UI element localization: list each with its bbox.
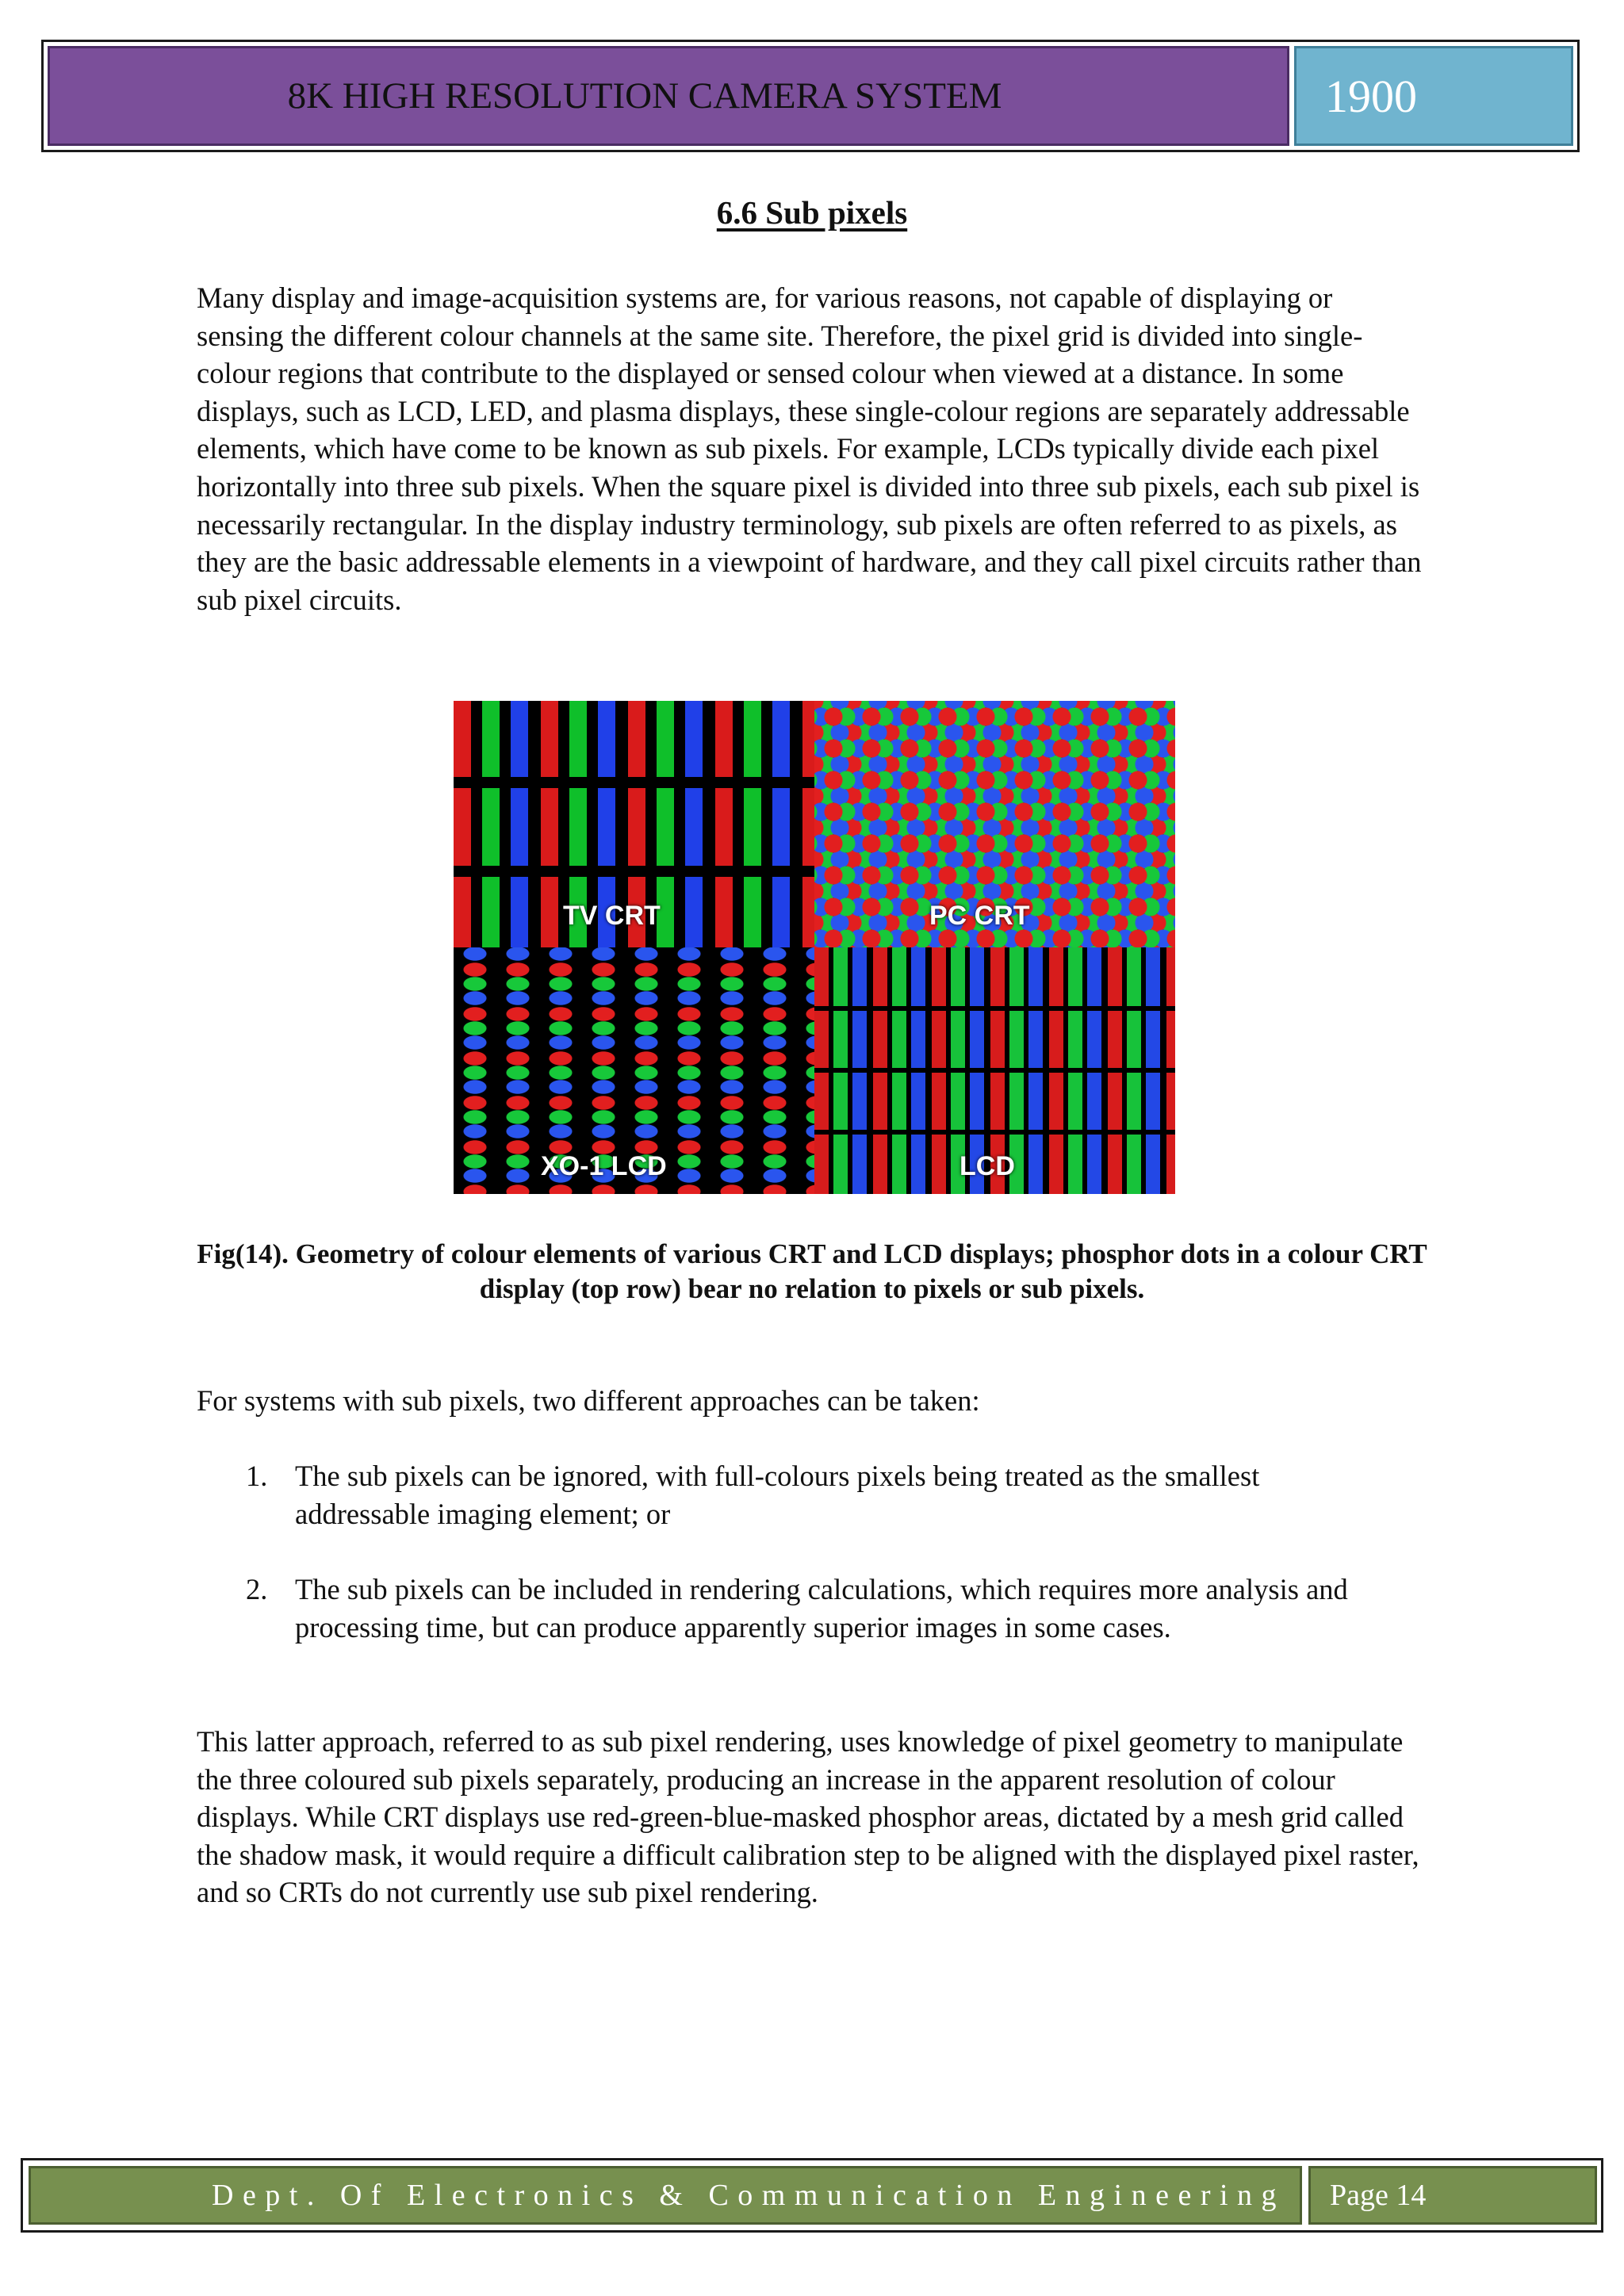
header-year-box xyxy=(1294,46,1573,146)
footer-bar xyxy=(29,2166,1302,2225)
list-number: 1. xyxy=(246,1460,268,1492)
closing-paragraph: This latter approach, referred to as sub pixel rendering, uses knowledge of pixel geometry to manipulate the three coloured sub pixels separately, producing an increase in the apparent resolution of colour displays. While CRT displays use red-green-blue-masked phosphor areas, dictated by a mesh grid called the shadow mask, it would require a difficult calibration step to be aligned with the displayed pixel raster, and so CRTs do not currently use sub pixel rendering. xyxy=(197,1725,1419,1909)
header-year: 1900 xyxy=(1325,70,1417,122)
footer-page-box xyxy=(1308,2166,1597,2225)
document-title: 8K HIGH RESOLUTION CAMERA SYSTEM xyxy=(287,75,1002,117)
approaches-intro: For systems with sub pixels, two different approaches can be taken: xyxy=(197,1384,980,1417)
label-pc-crt: PC CRT xyxy=(929,901,1030,931)
section-heading: 6.6 Sub pixels xyxy=(716,194,908,231)
department-name: Dept. Of Electronics & Communication Engineering xyxy=(212,2179,1286,2212)
subpixel-geometry-figure xyxy=(454,701,1175,1194)
list-number: 2. xyxy=(246,1573,268,1605)
figure-caption: Fig(14). Geometry of colour elements of various CRT and LCD displays; phosphor dots in a colour CRT display (top row) bear no relation to pixels or sub pixels. xyxy=(197,1238,1427,1304)
list-text: The sub pixels can be included in rendering calculations, which requires more analysis and processing time, but can produce apparently superior images in some cases. xyxy=(295,1573,1348,1644)
list-item xyxy=(246,1571,1388,1646)
page-number: Page 14 xyxy=(1330,2179,1427,2212)
label-lcd: LCD xyxy=(959,1151,1015,1181)
header-title-bar xyxy=(48,46,1289,146)
label-xo1-lcd: XO-1 LCD xyxy=(541,1151,667,1181)
list-item xyxy=(246,1457,1388,1533)
intro-paragraph: Many display and image-acquisition systems are, for various reasons, not capable of displaying or sensing the different colour channels at the same site. Therefore, the pixel grid is divided into single-colour regions that contribute to the displayed or sensed colour when viewed at a distance. In some displays, such as LCD, LED, and plasma displays, these single-colour regions are separately addressable elements, which have come to be known as sub pixels. For example, LCDs typically divide each pixel horizontally into three sub pixels. When the square pixel is divided into three sub pixels, each sub pixel is necessarily rectangular. In the display industry terminology, sub pixels are often referred to as pixels, as they are the basic addressable elements in a viewpoint of hardware, and they call pixel circuits rather than sub pixel circuits. xyxy=(197,281,1422,616)
list-text: The sub pixels can be ignored, with full-colours pixels being treated as the smallest addressable imaging element; or xyxy=(295,1460,1260,1530)
label-tv-crt: TV CRT xyxy=(563,901,661,931)
